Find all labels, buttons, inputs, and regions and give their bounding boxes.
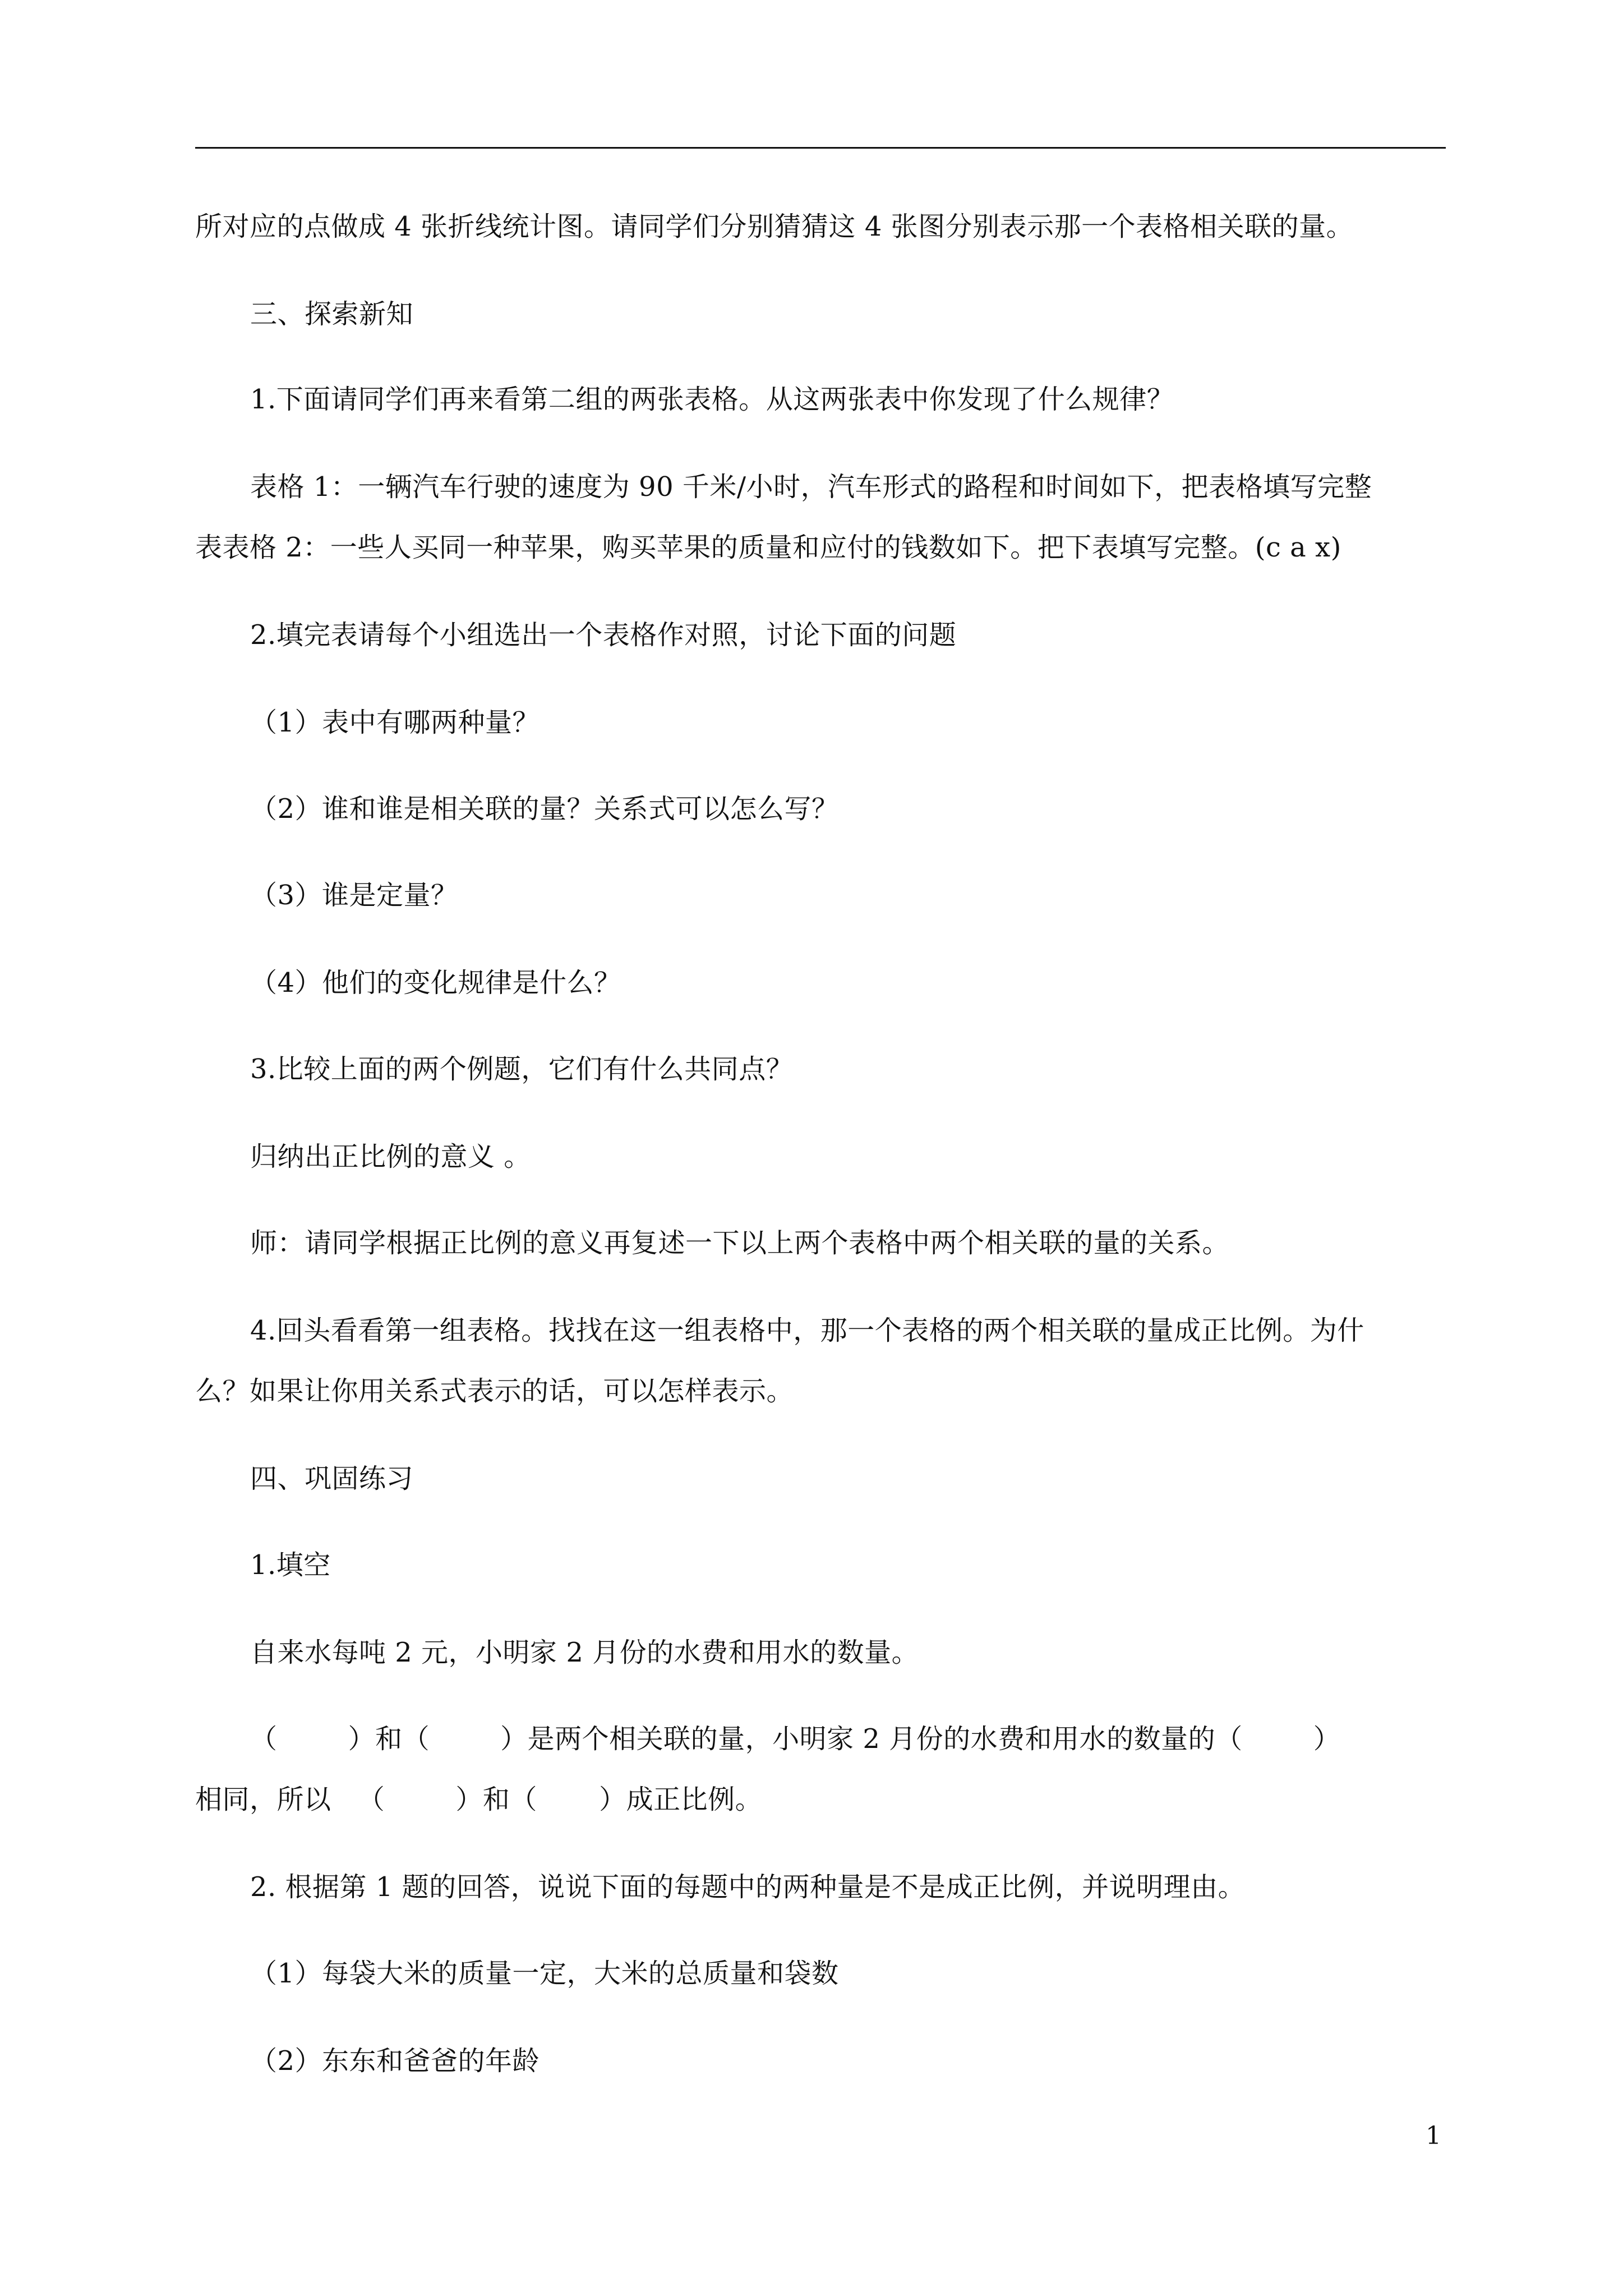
question-4: （4）他们的变化规律是什么？ (250, 967, 621, 999)
text-line-item-2: 2.填完表请每个小组选出一个表格作对照，讨论下面的问题 (250, 619, 957, 651)
text-line-item-3: 3.比较上面的两个例题，它们有什么共同点？ (250, 1053, 794, 1085)
question-1: （1）表中有哪两种量？ (250, 707, 540, 738)
section-heading-practice: 四、巩固练习 (250, 1463, 414, 1494)
text-line-item-4-cont: 么？如果让你用关系式表示的话，可以怎样表示。 (195, 1375, 794, 1407)
text-line-fill-blank: 1.填空 (250, 1549, 331, 1581)
text-line-table-1: 表格 1：一辆汽车行驶的速度为 90 千米/小时，汽车形式的路程和时间如下，把表格填写完整 (250, 471, 1372, 503)
text-line-item-1: 1.下面请同学们再来看第二组的两张表格。从这两张表中你发现了什么规律？ (250, 384, 1174, 415)
text-line-water: 自来水每吨 2 元，小明家 2 月份的水费和用水的数量。 (250, 1637, 919, 1668)
text-line-item-q2: 2. 根据第 1 题的回答，说说下面的每题中的两种量是不是成正比例，并说明理由。 (250, 1871, 1246, 1903)
text-line-item-4: 4.回头看看第一组表格。找找在这一组表格中，那一个表格的两个相关联的量成正比例。为什 (250, 1315, 1364, 1346)
sub-question-1: （1）每袋大米的质量一定，大米的总质量和袋数 (250, 1958, 839, 1989)
header-rule (195, 147, 1446, 149)
text-line-continuation: 所对应的点做成 4 张折线统计图。请同学们分别猜猜这 4 张图分别表示那一个表格相关联的量。 (195, 211, 1354, 242)
question-3: （3）谁是定量？ (250, 880, 458, 911)
section-heading-explore: 三、探索新知 (250, 298, 414, 330)
sub-question-2: （2）东东和爸爸的年龄 (250, 2045, 540, 2077)
question-2: （2）谁和谁是相关联的量？关系式可以怎么写？ (250, 793, 839, 825)
text-line-table-2: 表表格 2：一些人买同一种苹果，购买苹果的质量和应付的钱数如下。把下表填写完整。(c a x) (195, 532, 1341, 563)
text-line-blanks-2: 相同，所以 （ ）和（ ）成正比例。 (195, 1784, 763, 1815)
page-number: 1 (1426, 2122, 1441, 2150)
text-line-blanks-1: （ ）和（ ）是两个相关联的量，小明家 2 月份的水费和用水的数量的（ ） (250, 1723, 1341, 1755)
text-line-summary: 归纳出正比例的意义 。 (250, 1141, 531, 1172)
text-line-teacher: 师：请同学根据正比例的意义再复述一下以上两个表格中两个相关联的量的关系。 (250, 1227, 1230, 1259)
